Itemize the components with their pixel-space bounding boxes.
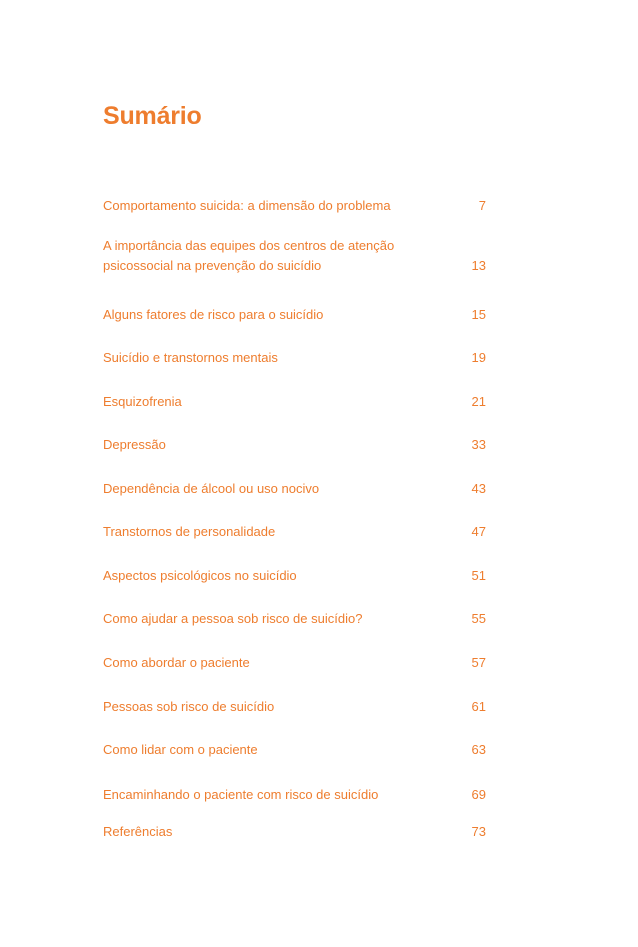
toc-page-number: 33 (471, 437, 486, 452)
toc-entry-title: Comportamento suicida: a dimensão do problema (103, 198, 391, 213)
toc-entry[interactable] (103, 479, 488, 499)
toc-page-number: 43 (471, 481, 486, 496)
toc-page-number: 51 (471, 568, 486, 583)
toc-entry-title-line: psicossocial na prevenção do suicídio (103, 258, 322, 273)
page-title: Sumário (103, 102, 202, 130)
toc-entry-title: Encaminhando o paciente com risco de suicídio (103, 787, 379, 802)
toc-entry-title: Depressão (103, 437, 166, 452)
toc-entry-title: Dependência de álcool ou uso nocivo (103, 481, 320, 496)
toc-entry[interactable] (103, 435, 488, 455)
toc-page-number: 55 (471, 611, 486, 626)
toc-entry[interactable] (103, 196, 488, 216)
toc-entry[interactable] (103, 822, 488, 842)
toc-page-number: 57 (471, 655, 486, 670)
toc-entry-title: Transtornos de personalidade (103, 524, 276, 539)
toc-page-number: 63 (471, 742, 486, 757)
toc-entry-title: Referências (103, 824, 173, 839)
toc-entry[interactable] (103, 305, 488, 325)
toc-entry[interactable] (103, 697, 488, 717)
toc-page-number: 15 (471, 307, 486, 322)
toc-entry-title: Como lidar com o paciente (103, 742, 258, 757)
toc-page-number: 73 (471, 824, 486, 839)
toc-entry-title: Aspectos psicológicos no suicídio (103, 568, 297, 583)
toc-page-number: 47 (471, 524, 486, 539)
toc-entry-title: Alguns fatores de risco para o suicídio (103, 307, 324, 322)
toc-entry-title-line: A importância das equipes dos centros de atenção (103, 238, 395, 253)
toc-entry[interactable] (103, 653, 488, 673)
toc-entry-title: Como ajudar a pessoa sob risco de suicídio? (103, 611, 363, 626)
toc-page-number: 61 (471, 699, 486, 714)
toc-entry[interactable] (103, 609, 488, 629)
toc-entry[interactable] (103, 522, 488, 542)
toc-page-number: 7 (478, 198, 486, 213)
toc-entry-title: Pessoas sob risco de suicídio (103, 699, 275, 714)
toc-page-number: 69 (471, 787, 486, 802)
toc-entry[interactable] (103, 566, 488, 586)
toc-entry-title (103, 236, 433, 276)
toc-entry[interactable] (103, 740, 488, 760)
toc-entry-title: Como abordar o paciente (103, 655, 250, 670)
toc-entry[interactable] (103, 236, 488, 276)
toc-entry[interactable] (103, 392, 488, 412)
toc-page-number: 13 (471, 258, 486, 273)
toc-entry[interactable] (103, 348, 488, 368)
toc-page-number: 19 (471, 350, 486, 365)
toc-entry[interactable] (103, 785, 488, 805)
toc-page-number: 21 (471, 394, 486, 409)
toc-entry-title: Suicídio e transtornos mentais (103, 350, 278, 365)
toc-entry-title: Esquizofrenia (103, 394, 182, 409)
